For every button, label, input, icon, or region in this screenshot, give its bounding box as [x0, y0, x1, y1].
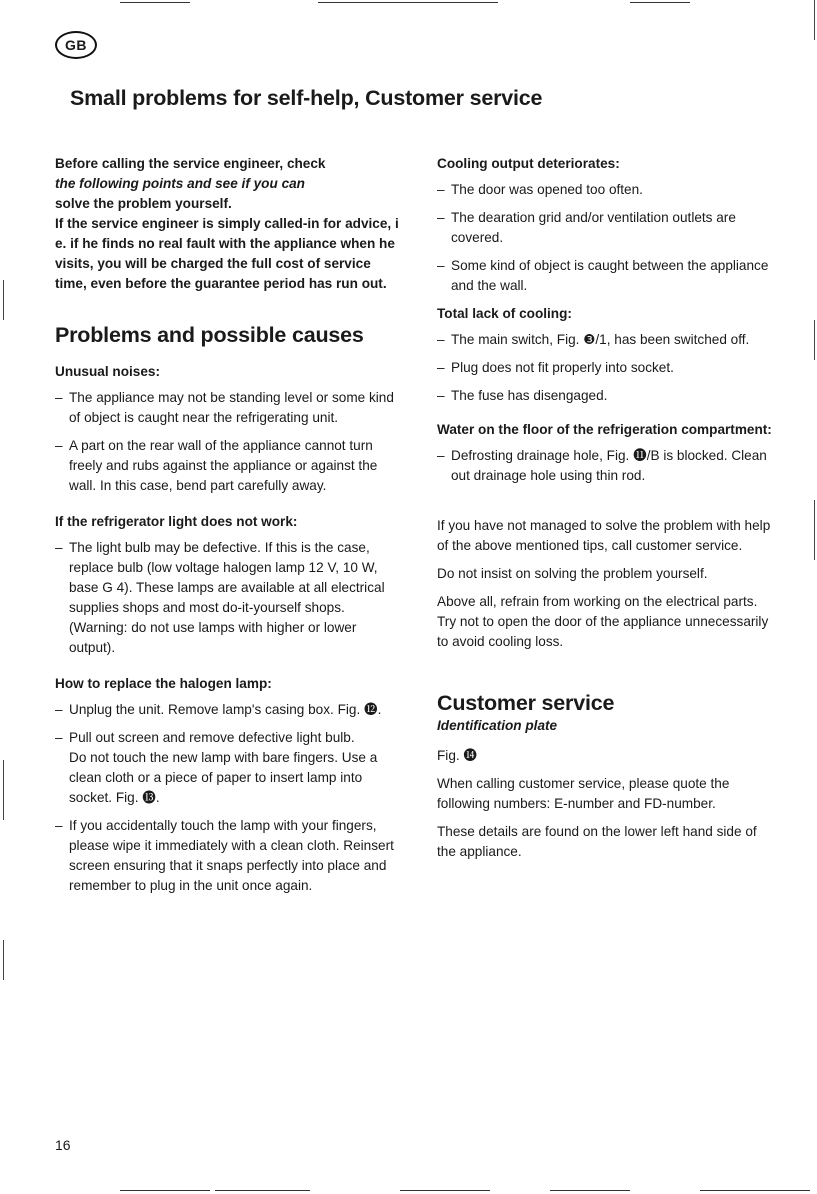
- halogen-list: [55, 700, 405, 896]
- page-number: 16: [55, 1137, 71, 1153]
- scan-line: [400, 1190, 490, 1191]
- figure-reference: Fig. ⓮: [437, 748, 478, 763]
- left-column: [55, 154, 405, 896]
- light-list: [55, 538, 405, 658]
- scan-line: [814, 0, 815, 40]
- scan-line: [700, 1190, 810, 1191]
- scan-line: [630, 2, 690, 3]
- list-item: [55, 728, 405, 808]
- section-heading: If the refrigerator light does not work:: [55, 514, 298, 529]
- identification-plate-heading: Identification plate: [437, 718, 558, 733]
- paragraph: These details are found on the lower left hand side of the appliance.: [437, 824, 757, 859]
- section-heading: Total lack of cooling:: [437, 306, 572, 321]
- noises-list: [55, 388, 405, 496]
- list-item: – The fuse has disengaged.: [437, 386, 777, 406]
- list-item: – The appliance may not be standing level or some kind of object is caught near the refrigerating unit.: [55, 388, 405, 428]
- water-list: [437, 446, 777, 486]
- list-item-text: Pull out screen and remove defective light bulb.: [69, 730, 355, 745]
- list-item: – Unplug the unit. Remove lamp's casing box. Fig. ⓬.: [55, 700, 405, 720]
- page-title: Small problems for self-help, Customer service: [70, 86, 543, 110]
- country-badge: GB: [55, 31, 97, 59]
- intro-line: the following points and see if you can: [55, 176, 305, 191]
- list-item: – The light bulb may be defective. If this is the case, replace bulb (low voltage halogen lamp 12 V, 10 W, base G 4). These lamps are available at all electrical supplies shops and most do-it-yourself shops. (Warning: do not use lamps with higher or lower output).: [55, 538, 405, 658]
- section-heading: How to replace the halogen lamp:: [55, 676, 272, 691]
- paragraph: Above all, refrain from working on the electrical parts. Try not to open the door of the appliance unnecessarily to avoid cooling loss.: [437, 594, 769, 649]
- scan-line: [215, 1190, 310, 1191]
- paragraph: When calling customer service, please quote the following numbers: E-number and FD-number.: [437, 776, 730, 811]
- intro-line: Before calling the service engineer, check: [55, 156, 326, 171]
- list-item: – Plug does not fit properly into socket.: [437, 358, 777, 378]
- scan-line: [3, 940, 4, 980]
- list-item: – The door was opened too often.: [437, 180, 777, 200]
- total-lack-list: [437, 330, 777, 406]
- list-item: – The main switch, Fig. ❸/1, has been switched off.: [437, 330, 777, 350]
- section-heading: Unusual noises:: [55, 364, 160, 379]
- list-item: – Defrosting drainage hole, Fig. ⓫/B is blocked. Clean out drainage hole using thin rod.: [437, 446, 777, 486]
- scan-line: [550, 1190, 630, 1191]
- scan-line: [120, 1190, 210, 1191]
- list-item: – A part on the rear wall of the appliance cannot turn freely and rubs against the appliance or against the wall. In this case, bend part carefully away.: [55, 436, 405, 496]
- customer-service-heading: Customer service: [437, 691, 615, 715]
- scan-line: [318, 2, 498, 3]
- intro-warning: [55, 154, 405, 294]
- scan-line: [120, 2, 190, 3]
- intro-text: If the service engineer is simply called-in for advice, i e. if he finds no real fault with the appliance when he visits, you will be charged the full cost of service time, even before the guarantee period has run out.: [55, 216, 399, 291]
- cooling-list: [437, 180, 777, 296]
- list-item: – Some kind of object is caught between the appliance and the wall.: [437, 256, 777, 296]
- scan-line: [814, 320, 815, 360]
- right-column: [437, 154, 777, 862]
- intro-line: solve the problem yourself.: [55, 196, 232, 211]
- scan-line: [814, 500, 815, 560]
- list-item: – The dearation grid and/or ventilation outlets are covered.: [437, 208, 777, 248]
- problems-heading: Problems and possible causes: [55, 323, 364, 347]
- scan-line: [3, 280, 4, 320]
- paragraph: If you have not managed to solve the problem with help of the above mentioned tips, call customer service.: [437, 518, 771, 553]
- section-heading: Water on the floor of the refrigeration compartment:: [437, 422, 772, 437]
- section-heading: Cooling output deteriorates:: [437, 156, 620, 171]
- paragraph: Do not insist on solving the problem yourself.: [437, 566, 708, 581]
- list-item: – If you accidentally touch the lamp with your fingers, please wipe it immediately with a clean cloth. Reinsert screen ensuring that it snaps perfectly into place and remember to plug in the unit once again.: [55, 816, 405, 896]
- scan-line: [3, 760, 4, 820]
- list-item-text: Do not touch the new lamp with bare fingers. Use a clean cloth or a piece of paper to insert lamp into socket. Fig. ⓭.: [69, 750, 378, 805]
